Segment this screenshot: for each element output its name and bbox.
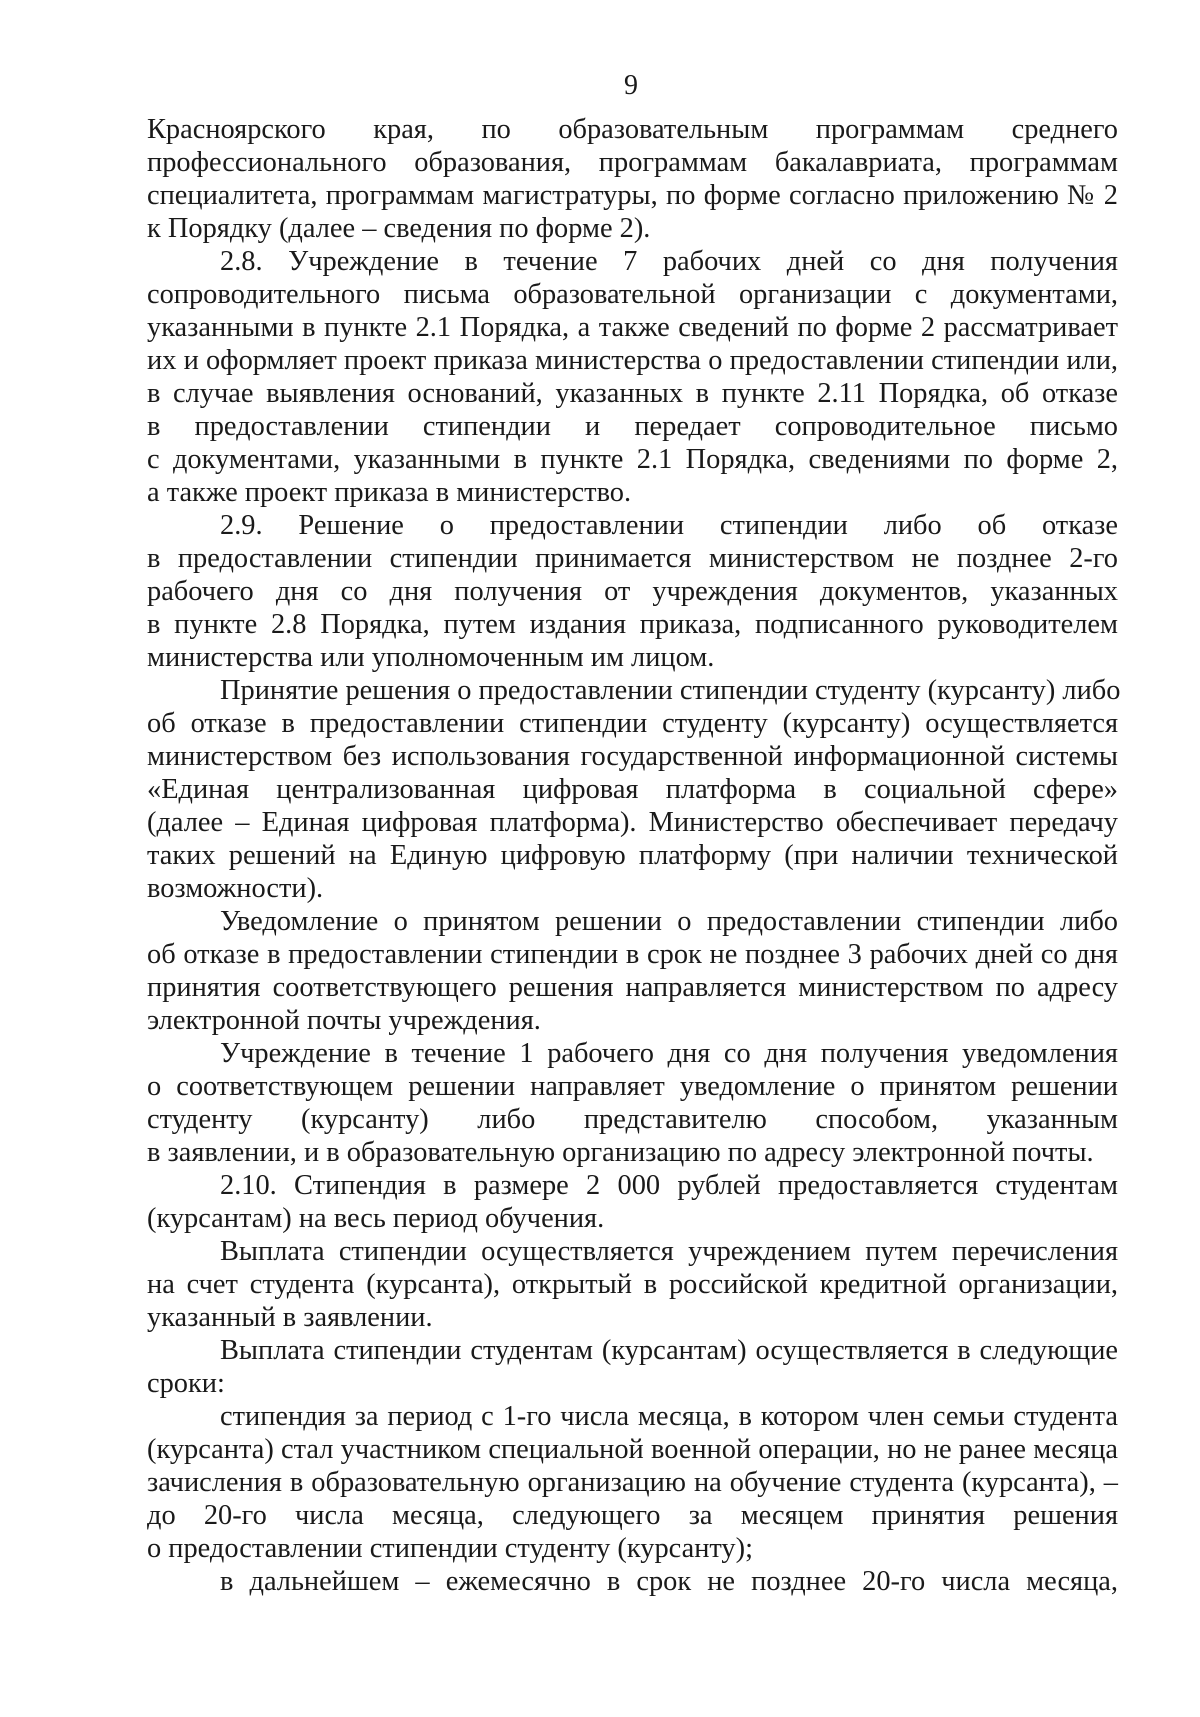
text-line: а также проект приказа в министерство. (147, 477, 632, 508)
paragraph (147, 674, 1121, 905)
paragraph (147, 905, 1118, 1037)
text-line: (курсантам) на весь период обучения. (147, 1203, 605, 1234)
text-line: специалитета, программам магистратуры, по форме согласно приложению № 2 (147, 180, 1118, 211)
text-line: студенту (курсанту) либо представителю способом, указанным (147, 1104, 1118, 1135)
text-line: с документами, указанными в пункте 2.1 Порядка, сведениями по форме 2, (147, 444, 1118, 475)
text-line: таких решений на Единую цифровую платформу (при наличии технической (147, 840, 1118, 871)
text-line: в дальнейшем – ежемесячно в срок не позднее 20-го числа месяца, (220, 1566, 1118, 1597)
text-line: сопроводительного письма образовательной организации с документами, (147, 279, 1118, 310)
text-line: в пункте 2.8 Порядка, путем издания приказа, подписанного руководителем (147, 609, 1118, 640)
paragraph (147, 1235, 1118, 1334)
text-line: об отказе в предоставлении стипендии в срок не позднее 3 рабочих дней со дня (147, 939, 1118, 970)
paragraph (147, 1565, 1118, 1598)
text-line: до 20-го числа месяца, следующего за месяцем принятия решения (147, 1500, 1118, 1531)
text-line: их и оформляет проект приказа министерства о предоставлении стипендии или, (147, 345, 1118, 376)
text-line: указанными в пункте 2.1 Порядка, а также сведений по форме 2 рассматривает (147, 312, 1118, 343)
text-line: профессионального образования, программам бакалавриата, программам (147, 147, 1118, 178)
paragraph (147, 1400, 1118, 1565)
text-line: Уведомление о принятом решении о предоставлении стипендии либо (220, 906, 1118, 937)
text-line: Выплата стипендии студентам (курсантам) осуществляется в следующие (220, 1335, 1118, 1366)
text-line: зачисления в образовательную организацию на обучение студента (курсанта), – (147, 1467, 1118, 1498)
text-line: возможности). (147, 873, 324, 904)
paragraph (147, 1334, 1118, 1400)
text-line: сроки: (147, 1368, 225, 1399)
page-number: 9 (624, 70, 638, 101)
text-line: об отказе в предоставлении стипендии студенту (курсанту) осуществляется (147, 708, 1118, 739)
text-line: рабочего дня со дня получения от учреждения документов, указанных (147, 576, 1118, 607)
text-line: указанный в заявлении. (147, 1302, 433, 1333)
text-line: Учреждение в течение 1 рабочего дня со дня получения уведомления (220, 1038, 1118, 1069)
paragraph-2-9 (147, 509, 1118, 674)
text-line: 2.8. Учреждение в течение 7 рабочих дней со дня получения (220, 246, 1118, 277)
paragraph-2-8 (147, 245, 1118, 509)
text-line: в предоставлении стипендии и передает сопроводительное письмо (147, 411, 1118, 442)
text-line: на счет студента (курсанта), открытый в российской кредитной организации, (147, 1269, 1118, 1300)
text-line: о соответствующем решении направляет уведомление о принятом решении (147, 1071, 1118, 1102)
text-line: (далее – Единая цифровая платформа). Министерство обеспечивает передачу (147, 807, 1118, 838)
text-line: министерством без использования государственной информационной системы (147, 741, 1118, 772)
text-line: 2.10. Стипендия в размере 2 000 рублей предоставляется студентам (220, 1170, 1118, 1201)
paragraph (147, 113, 1118, 245)
text-line: в случае выявления оснований, указанных в пункте 2.11 Порядка, об отказе (147, 378, 1118, 409)
text-line: стипендия за период с 1-го числа месяца, в котором член семьи студента (220, 1401, 1118, 1432)
text-line: принятия соответствующего решения направляется министерством по адресу (147, 972, 1118, 1003)
text-line: министерства или уполномоченным им лицом. (147, 642, 715, 673)
text-line: в заявлении, и в образовательную организацию по адресу электронной почты. (147, 1137, 1094, 1168)
text-line: Выплата стипендии осуществляется учреждением путем перечисления (220, 1236, 1118, 1267)
text-line: о предоставлении стипендии студенту (курсанту); (147, 1533, 753, 1564)
text-line: Красноярского края, по образовательным программам среднего (147, 114, 1118, 145)
paragraph (147, 1037, 1118, 1169)
text-line: «Единая централизованная цифровая платформа в социальной сфере» (147, 774, 1118, 805)
text-line: электронной почты учреждения. (147, 1005, 541, 1036)
text-line: 2.9. Решение о предоставлении стипендии либо об отказе (220, 510, 1118, 541)
text-line: (курсанта) стал участником специальной военной операции, но не ранее месяца (147, 1434, 1118, 1465)
document-body (147, 113, 1121, 1598)
text-line: Принятие решения о предоставлении стипендии студенту (курсанту) либо (220, 675, 1121, 706)
text-line: в предоставлении стипендии принимается министерством не позднее 2-го (147, 543, 1118, 574)
text-line: к Порядку (далее – сведения по форме 2). (147, 213, 651, 244)
paragraph-2-10 (147, 1169, 1118, 1235)
